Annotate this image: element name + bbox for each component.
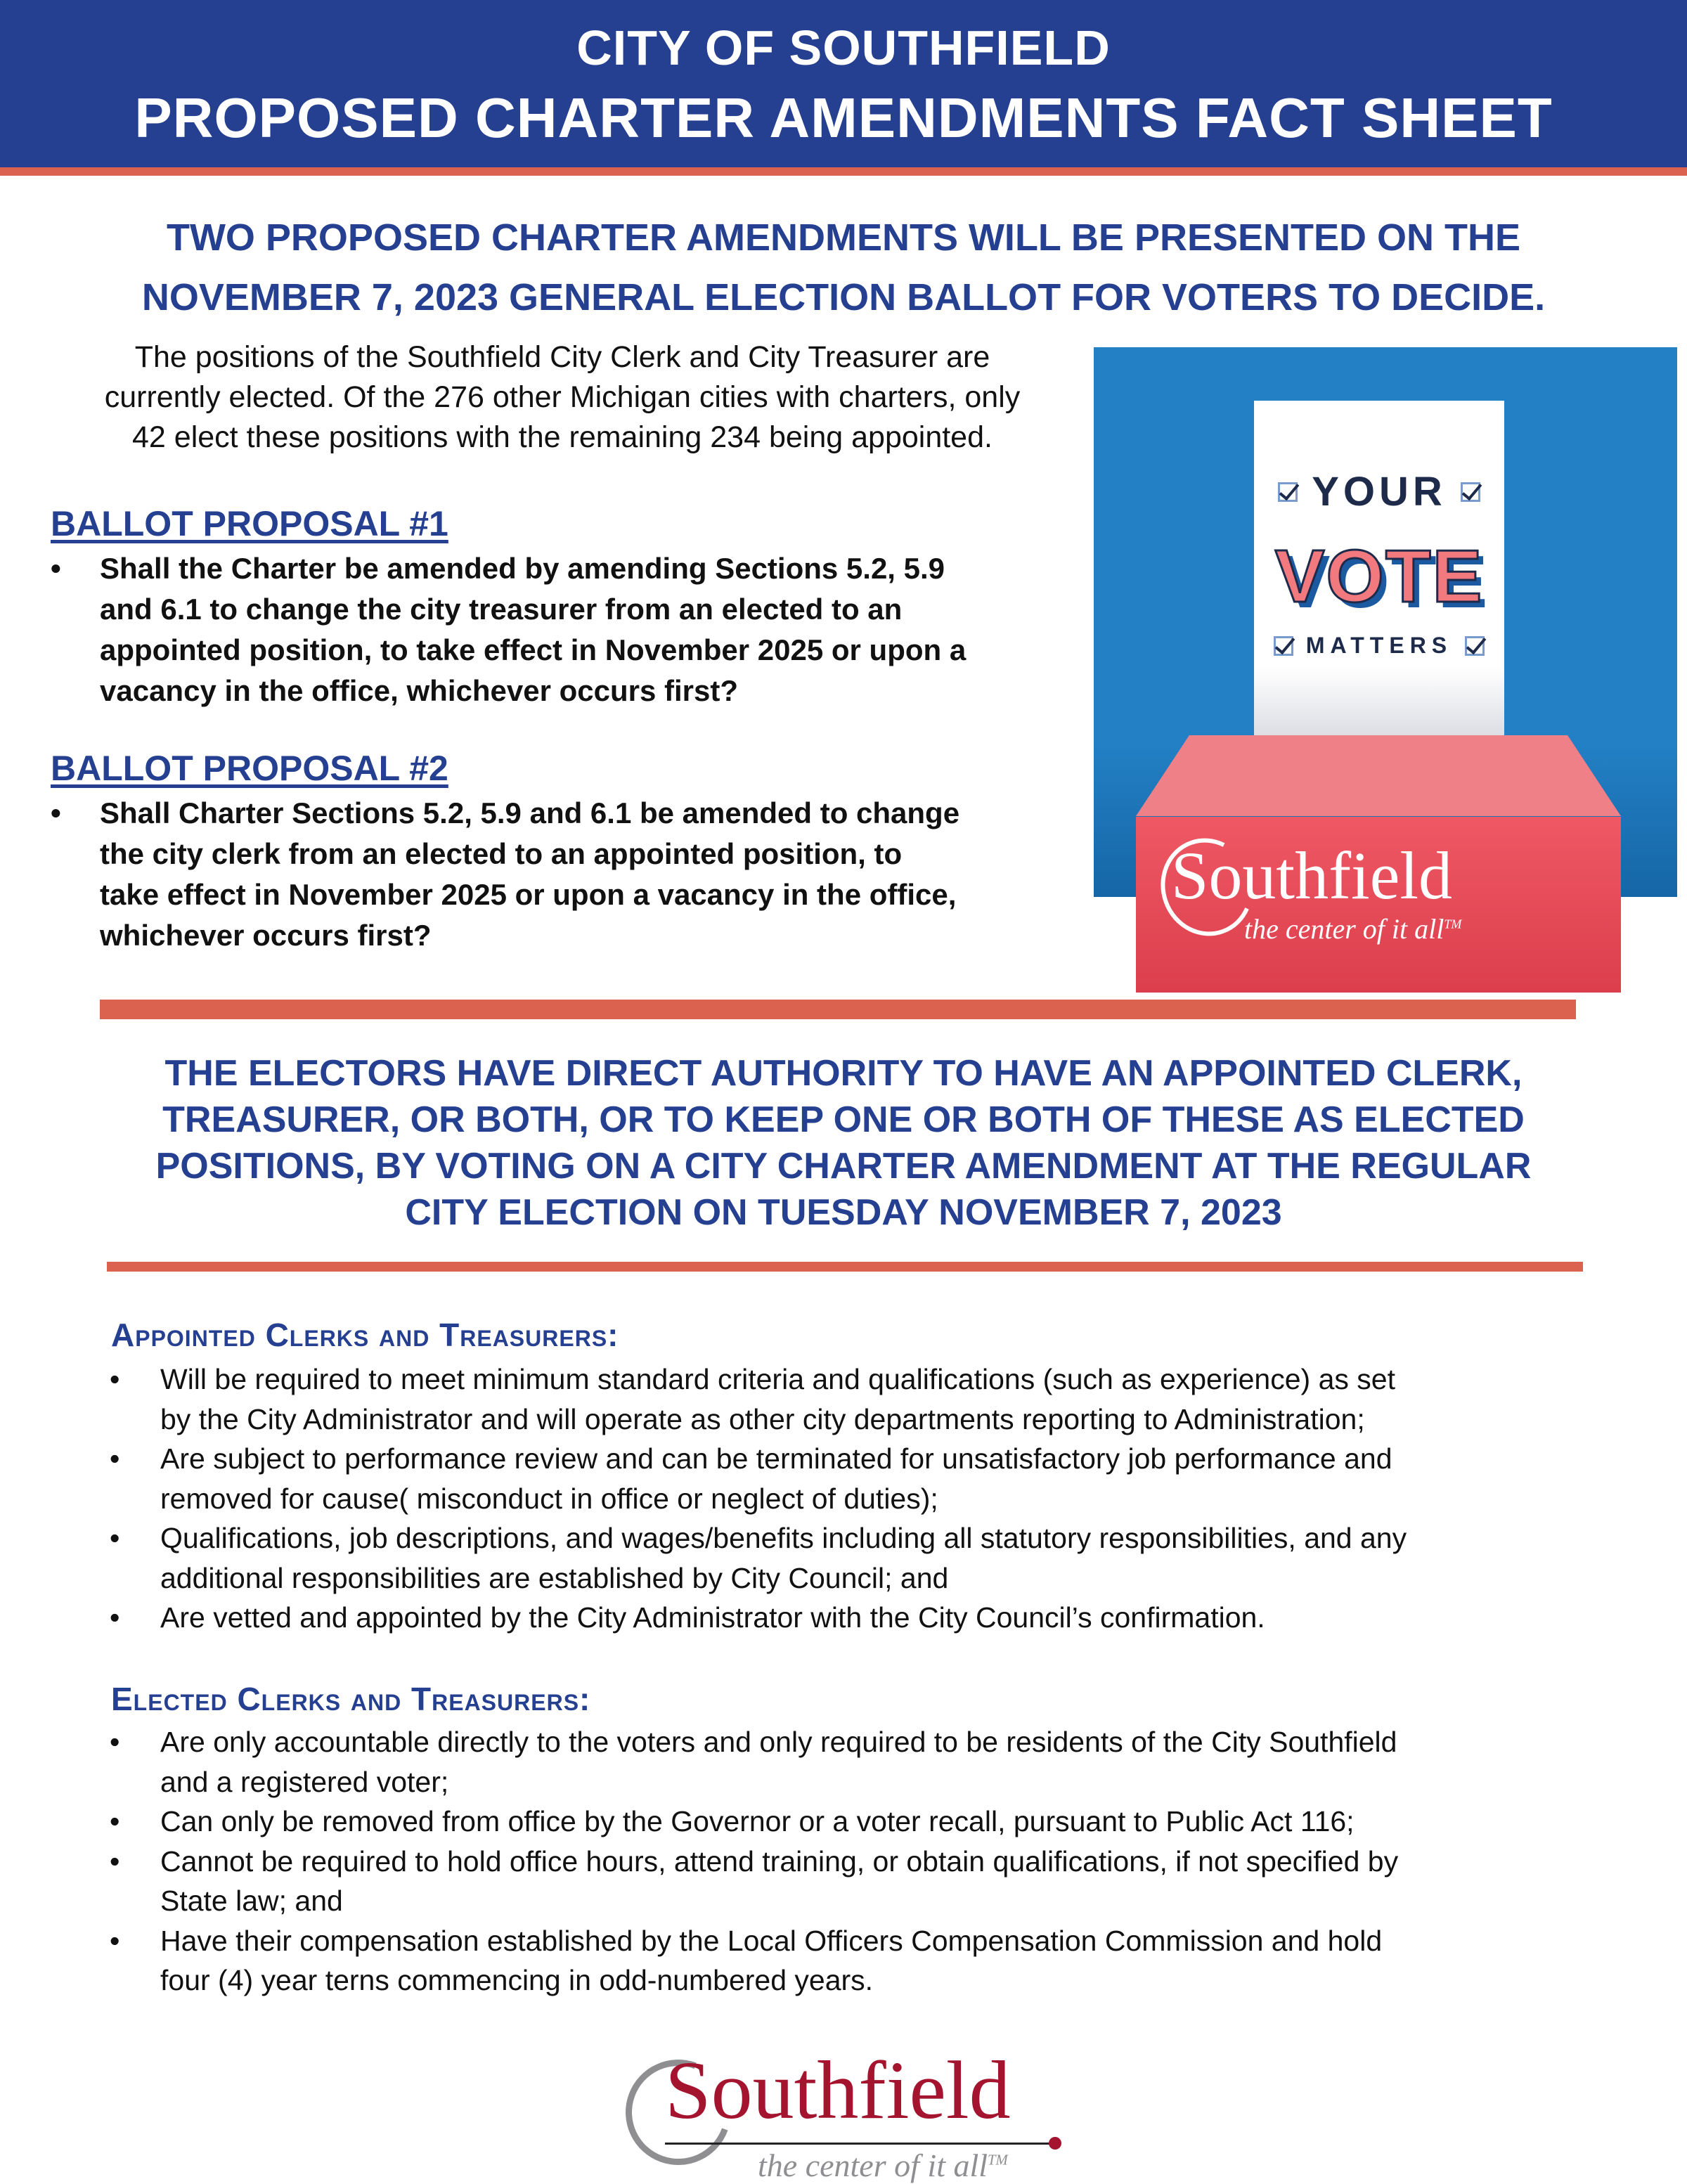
southfield-footer-logo <box>626 2044 1075 2183</box>
item-line2: additional responsibilities are established by City Council; and <box>160 1561 949 1594</box>
divider-stripe-top <box>100 1000 1576 1019</box>
electors-line2: TREASURER, OR BOTH, OR TO KEEP ONE OR BOTH OF THESE AS ELECTED <box>162 1099 1525 1140</box>
logo-underline <box>665 2143 1056 2145</box>
footer-tagline-text: the center of it all <box>758 2147 988 2183</box>
header-accent-stripe <box>0 167 1687 176</box>
elected-section-title: Elected Clerks and Treasurers: <box>111 1681 591 1717</box>
proposal-2-line3: take effect in November 2025 or upon a vacancy in the office, <box>100 878 957 911</box>
list-item <box>104 1802 1615 1842</box>
electors-line1: THE ELECTORS HAVE DIRECT AUTHORITY TO HAVE AN APPOINTED CLERK, <box>164 1053 1523 1094</box>
logo-tagline-text: the center of it all <box>1244 913 1444 945</box>
southfield-logo-white <box>1171 838 1462 945</box>
intro-line2: currently elected. Of the 276 other Michigan cities with charters, only <box>104 380 1021 414</box>
proposal-1-line1: Shall the Charter be amended by amending Sections 5.2, 5.9 <box>100 552 945 585</box>
checkbox-icon <box>1278 482 1298 502</box>
bullet-icon: • <box>110 1442 120 1475</box>
bullet-icon: • <box>110 1363 120 1395</box>
proposal-2-line4: whichever occurs first? <box>100 919 432 952</box>
divider-stripe-bottom <box>107 1262 1583 1272</box>
your-text: YOUR <box>1312 469 1447 515</box>
vote-row <box>1254 534 1504 619</box>
item-line2: and a registered voter; <box>160 1765 449 1798</box>
ballot-proposal-1-text <box>42 548 1090 711</box>
intro-line3: 42 elect these positions with the remaining 234 being appointed. <box>132 420 993 454</box>
item-line1: Qualifications, job descriptions, and wages/benefits including all statutory responsibilities, and any <box>160 1522 1407 1554</box>
list-item <box>104 1722 1615 1802</box>
intro-paragraph <box>42 337 1082 458</box>
bullet-icon: • <box>51 552 61 585</box>
subheading-line2: NOVEMBER 7, 2023 GENERAL ELECTION BALLOT FOR VOTERS TO DECIDE. <box>141 276 1546 318</box>
appointed-list <box>104 1359 1615 1638</box>
bullet-icon: • <box>110 1522 120 1554</box>
bullet-icon: • <box>110 1844 120 1878</box>
checkbox-icon <box>1274 636 1293 656</box>
list-item <box>104 1359 1615 1439</box>
item-line1: Are vetted and appointed by the City Administrator with the City Council’s confirmation. <box>160 1601 1265 1634</box>
list-item <box>104 1842 1615 1921</box>
page-header <box>0 0 1687 167</box>
item-line2: by the City Administrator and will operate as other city departments reporting to Administration; <box>160 1402 1365 1435</box>
item-line1: Cannot be required to hold office hours, attend training, or obtain qualifications, if not specified by <box>160 1844 1399 1878</box>
item-line1: Will be required to meet minimum standard criteria and qualifications (such as experience) as set <box>160 1363 1395 1395</box>
item-line1: Are subject to performance review and can be terminated for unsatisfactory job performance and <box>160 1442 1392 1475</box>
item-line2: removed for cause( misconduct in office or neglect of duties); <box>160 1482 938 1515</box>
trademark: TM <box>1444 917 1462 931</box>
ballot-box-top <box>1136 735 1621 816</box>
trademark: TM <box>988 2152 1008 2169</box>
item-line1: Can only be removed from office by the Governor or a voter recall, pursuant to Public Act 116; <box>160 1805 1355 1837</box>
item-line2: State law; and <box>160 1885 343 1917</box>
page-subheading <box>42 208 1645 328</box>
bullet-icon: • <box>110 1924 120 1957</box>
proposal-1-line3: appointed position, to take effect in November 2025 or upon a <box>100 633 967 666</box>
list-item <box>104 1921 1615 2001</box>
intro-line1: The positions of the Southfield City Clerk and City Treasurer are <box>134 340 990 374</box>
list-item <box>104 1598 1615 1638</box>
item-line1: Have their compensation established by the Local Officers Compensation Commission and hold <box>160 1924 1383 1957</box>
list-item <box>104 1518 1615 1598</box>
header-title-line2: PROPOSED CHARTER AMENDMENTS FACT SHEET <box>134 86 1553 149</box>
bullet-icon: • <box>51 796 61 829</box>
checkbox-icon <box>1461 482 1480 502</box>
header-title-line1: CITY OF SOUTHFIELD <box>576 20 1111 75</box>
elected-list <box>104 1722 1615 2001</box>
list-item <box>104 1439 1615 1518</box>
electors-line4: CITY ELECTION ON TUESDAY NOVEMBER 7, 2023 <box>405 1192 1282 1233</box>
ballot-proposal-1-title: BALLOT PROPOSAL #1 <box>51 504 448 543</box>
bullet-icon: • <box>110 1805 120 1837</box>
vote-text: VOTE <box>1274 535 1484 618</box>
proposal-2-line2: the city clerk from an elected to an appointed position, to <box>100 837 903 870</box>
matters-text: MATTERS <box>1305 633 1453 658</box>
your-row <box>1254 468 1504 515</box>
proposal-1-line2: and 6.1 to change the city treasurer from an elected to an <box>100 593 903 626</box>
proposal-1-line4: vacancy in the office, whichever occurs first? <box>100 674 738 707</box>
bullet-icon: • <box>110 1601 120 1634</box>
appointed-section-title: Appointed Clerks and Treasurers: <box>111 1317 619 1353</box>
ballot-proposal-2-title: BALLOT PROPOSAL #2 <box>51 749 448 788</box>
footer-logo-name: Southfield <box>665 2044 1011 2136</box>
footer-logo-tagline <box>758 2147 1008 2184</box>
bullet-icon: • <box>110 1726 120 1758</box>
proposal-2-line1: Shall Charter Sections 5.2, 5.9 and 6.1 be amended to change <box>100 796 960 829</box>
logo-tagline <box>1244 912 1461 945</box>
item-line1: Are only accountable directly to the voters and only required to be residents of the City Southfield <box>160 1726 1397 1758</box>
matters-row <box>1254 633 1504 659</box>
item-line2: four (4) year terns commencing in odd-numbered years. <box>160 1964 874 1996</box>
logo-dot-icon <box>1049 2137 1061 2150</box>
logo-name: Southfield <box>1171 838 1452 913</box>
subheading-line1: TWO PROPOSED CHARTER AMENDMENTS WILL BE PRESENTED ON THE <box>166 217 1521 259</box>
electors-statement <box>70 1050 1617 1236</box>
electors-line3: POSITIONS, BY VOTING ON A CITY CHARTER AMENDMENT AT THE REGULAR <box>155 1146 1532 1187</box>
ballot-proposal-2-text <box>42 793 1090 956</box>
checkbox-icon <box>1465 636 1485 656</box>
ballot-paper <box>1254 401 1504 742</box>
your-vote-matters-graphic <box>1094 347 1677 945</box>
